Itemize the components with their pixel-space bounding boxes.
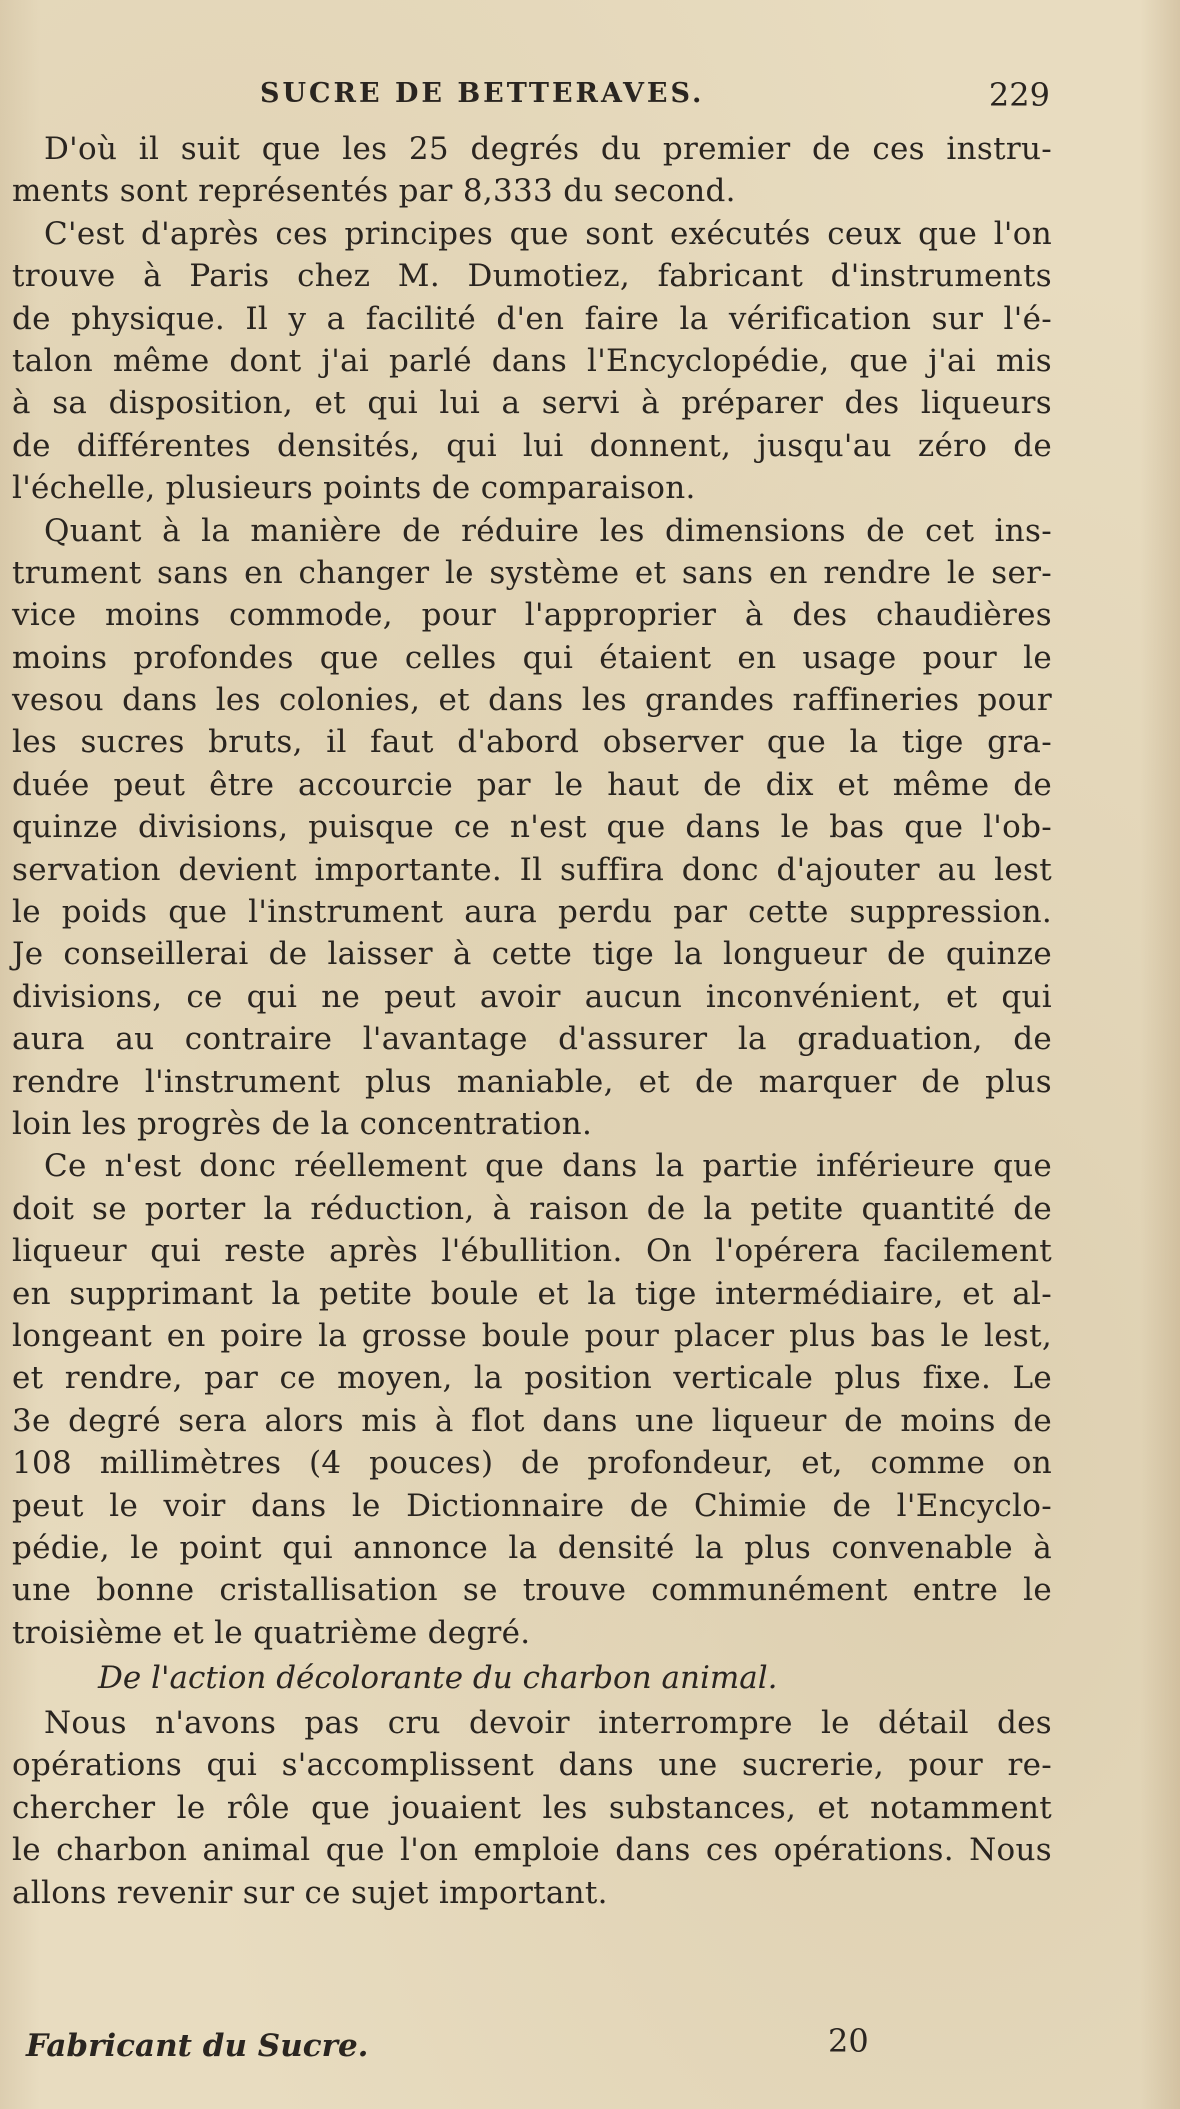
text-line: duée peut être accourcie par le haut de dix et même de <box>12 766 1052 803</box>
page-footer <box>0 2022 1180 2078</box>
text-line: et rendre, par ce moyen, la position verticale plus fixe. Le <box>12 1360 1052 1397</box>
text-line: ments sont représentés par 8,333 du second. <box>12 173 736 210</box>
text-line: le poids que l'instrument aura perdu par cette suppression. <box>12 894 1052 931</box>
text-line: peut le voir dans le Dictionnaire de Chimie de l'Encyclo- <box>12 1487 1052 1524</box>
text-line: aura au contraire l'avantage d'assurer la graduation, de <box>12 1021 1052 1058</box>
body-text <box>12 128 1052 1914</box>
text-line: chercher le rôle que jouaient les substances, et notamment <box>12 1789 1052 1826</box>
text-line: trument sans en changer le système et sans en rendre le ser- <box>12 554 1052 591</box>
text-line: à sa disposition, et qui lui a servi à préparer des liqueurs <box>12 385 1052 422</box>
text-line: l'échelle, plusieurs points de comparaison. <box>12 470 696 507</box>
text-line: quinze divisions, puisque ce n'est que dans le bas que l'ob- <box>12 809 1052 846</box>
page-number: 229 <box>988 76 1050 114</box>
text-line: vesou dans les colonies, et dans les grandes raffineries pour <box>12 682 1052 719</box>
text-line: une bonne cristallisation se trouve communément entre le <box>12 1572 1052 1609</box>
text-line: liqueur qui reste après l'ébullition. On l'opérera facilement <box>12 1233 1052 1270</box>
text-line: longeant en poire la grosse boule pour placer plus bas le lest, <box>12 1317 1052 1354</box>
text-line: trouve à Paris chez M. Dumotiez, fabricant d'instruments <box>12 258 1052 295</box>
text-line: le charbon animal que l'on emploie dans ces opérations. Nous <box>12 1832 1052 1869</box>
text-line: de physique. Il y a facilité d'en faire la vérification sur l'é- <box>12 300 1052 337</box>
text-line: Je conseillerai de laisser à cette tige la longueur de quinze <box>12 936 1052 973</box>
text-line: opérations qui s'accomplissent dans une sucrerie, pour re- <box>12 1747 1052 1784</box>
text-line: pédie, le point qui annonce la densité la plus convenable à <box>12 1529 1052 1566</box>
text-line: en supprimant la petite boule et la tige intermédiaire, et al- <box>12 1275 1052 1312</box>
text-line: talon même dont j'ai parlé dans l'Encyclopédie, que j'ai mis <box>12 342 1052 379</box>
text-line: moins profondes que celles qui étaient en usage pour le <box>12 639 1052 676</box>
text-line: Nous n'avons pas cru devoir interrompre le détail des <box>44 1705 1052 1742</box>
text-line: allons revenir sur ce sujet important. <box>12 1874 608 1911</box>
page-edge-shadow <box>1140 0 1180 2109</box>
section-heading: De l'action décolorante du charbon animal. <box>98 1660 778 1697</box>
text-line: Quant à la manière de réduire les dimensions de cet ins- <box>44 512 1052 549</box>
text-line: vice moins commode, pour l'approprier à des chaudières <box>12 597 1052 634</box>
text-line: 3e degré sera alors mis à flot dans une liqueur de moins de <box>12 1402 1052 1439</box>
text-line: D'où il suit que les 25 degrés du premier de ces instru- <box>44 131 1052 167</box>
text-line: doit se porter la réduction, à raison de la petite quantité de <box>12 1190 1052 1227</box>
text-line: servation devient importante. Il suffira donc d'ajouter au lest <box>12 851 1052 888</box>
text-line: divisions, ce qui ne peut avoir aucun inconvénient, et qui <box>12 978 1052 1015</box>
text-line: C'est d'après ces principes que sont exécutés ceux que l'on <box>44 215 1052 252</box>
running-head <box>0 78 1180 118</box>
signature-mark: Fabricant du Sucre. <box>26 2028 369 2064</box>
text-line: troisième et le quatrième degré. <box>12 1614 531 1651</box>
text-line: de différentes densités, qui lui donnent, jusqu'au zéro de <box>12 427 1052 464</box>
text-line: les sucres bruts, il faut d'abord observer que la tige gra- <box>12 724 1052 761</box>
text-line: rendre l'instrument plus maniable, et de marquer de plus <box>12 1063 1052 1100</box>
text-line: Ce n'est donc réellement que dans la partie inférieure que <box>44 1148 1052 1185</box>
text-line: 108 millimètres (4 pouces) de profondeur, et, comme on <box>12 1445 1052 1482</box>
running-title: SUCRE DE BETTERAVES. <box>260 78 705 109</box>
text-line: loin les progrès de la concentration. <box>12 1105 593 1142</box>
signature-number: 20 <box>828 2022 869 2060</box>
